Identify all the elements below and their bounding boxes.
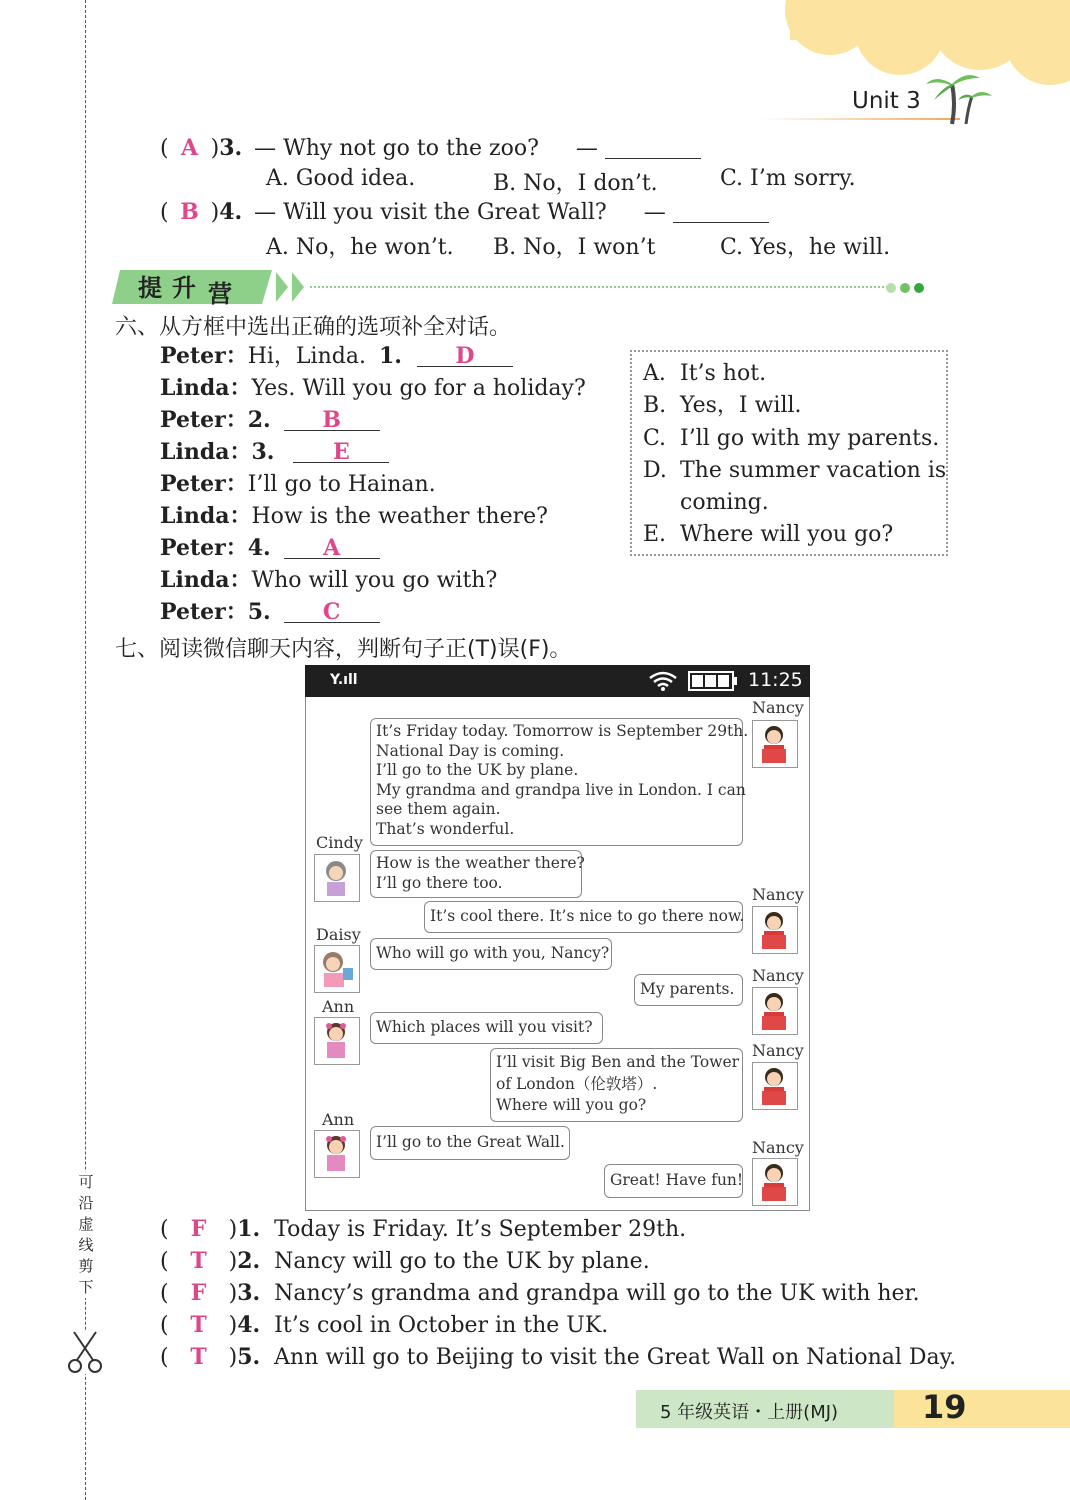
chat-bubble-nancy-4 <box>490 1048 743 1122</box>
sender-name-daisy: Daisy <box>316 925 361 944</box>
option-3c: C. I’m sorry. <box>720 166 856 191</box>
message-line: How is the weather there? <box>376 854 585 872</box>
chat-bubble-nancy-3 <box>634 974 743 1006</box>
box-option-b <box>643 390 802 422</box>
dialogue-line-4 <box>160 436 389 469</box>
message-line: That’s wonderful. <box>376 819 515 838</box>
dialogue-line-5 <box>160 468 436 501</box>
ann-avatar <box>314 1130 360 1178</box>
judgment-number: 2. <box>237 1248 261 1274</box>
answer-blank-5[interactable]: C <box>284 596 380 623</box>
chat-bubble-daisy <box>370 938 612 970</box>
chat-bubble-cindy <box>370 850 585 898</box>
section-6-title: 六、从方框中选出正确的选项补全对话。 <box>115 315 512 340</box>
reply-blank[interactable] <box>605 136 701 159</box>
judgment-number: 5. <box>237 1344 261 1370</box>
banner-dotted-line <box>310 286 888 288</box>
nancy-avatar <box>752 1062 798 1110</box>
reply-blank[interactable] <box>673 200 769 223</box>
banner-char: 升 <box>172 274 196 302</box>
reply-dash: — <box>643 200 666 225</box>
judgment-3: ( F )3. Nancy’s grandma and grandpa will go to the UK with her. <box>160 1280 920 1306</box>
dialogue-line-8 <box>160 564 497 597</box>
sender-name-nancy: Nancy <box>752 1041 804 1060</box>
judgment-text: Nancy will go to the UK by plane. <box>274 1249 650 1274</box>
judgment-answer: T <box>190 1248 207 1274</box>
box-option-d-cont <box>643 487 769 519</box>
speaker: Peter： <box>160 471 248 497</box>
blank-number: 3. <box>251 439 275 465</box>
answer-blank-2[interactable]: B <box>284 404 380 431</box>
judgment-text: Today is Friday. It’s September 29th. <box>274 1217 687 1242</box>
message-line: Great! Have fun! <box>610 1171 744 1189</box>
sender-name-cindy: Cindy <box>316 833 363 852</box>
chat-bubble-ann-2 <box>370 1126 570 1160</box>
judgment-answer: T <box>190 1344 207 1370</box>
speaker: Linda： <box>160 375 252 401</box>
option-3b: B. No，I don’t. <box>493 171 658 196</box>
page-number: 19 <box>922 1388 967 1426</box>
option-letter: D. <box>643 458 667 483</box>
option-letter: E. <box>643 522 667 547</box>
option-text: Where will you go? <box>680 522 894 547</box>
message-line: Where will you go? <box>496 1096 647 1114</box>
cut-char: 可 <box>78 1173 94 1191</box>
answer-4: B <box>180 199 199 225</box>
palm-tree-icon <box>922 68 994 126</box>
footer-page-band <box>894 1390 1070 1428</box>
box-option-a <box>643 358 766 390</box>
nancy-avatar <box>752 906 798 954</box>
reply-dash: — <box>575 136 598 161</box>
chat-bubble-nancy-5 <box>604 1164 743 1198</box>
judgment-answer: T <box>190 1312 207 1338</box>
judgment-answer: F <box>190 1280 207 1306</box>
option-4c: C. Yes，he will. <box>720 235 891 260</box>
banner-title <box>138 268 242 308</box>
paren-close: ) <box>210 200 220 225</box>
option-text: I’ll go with my parents. <box>680 426 940 451</box>
option-letter: B. <box>643 393 667 418</box>
message-line: It’s Friday today. Tomorrow is September 29th. <box>376 722 749 740</box>
daisy-avatar <box>314 945 360 993</box>
line-text: Hi，Linda. <box>247 344 366 369</box>
paren-close: ) <box>210 136 220 161</box>
dialogue-line-1 <box>160 340 513 373</box>
chat-bubble-nancy-2 <box>424 901 743 933</box>
paren-open: ( <box>160 200 169 225</box>
dialogue-line-7 <box>160 532 380 565</box>
dialogue-line-3 <box>160 404 380 437</box>
nancy-avatar <box>752 1158 798 1206</box>
cut-char: 虚 <box>78 1215 94 1233</box>
message-line: Who will go with you, Nancy? <box>376 944 610 962</box>
cloud-decoration <box>770 0 1070 100</box>
dialogue-line-6 <box>160 500 548 533</box>
option-text: It’s hot. <box>680 361 767 386</box>
judgment-4: ( T )4. It’s cool in October in the UK. <box>160 1312 609 1338</box>
sender-name-nancy: Nancy <box>752 698 804 717</box>
blank-number: 2. <box>247 407 271 433</box>
dialogue-line-9 <box>160 596 380 629</box>
speaker: Linda： <box>160 503 252 529</box>
question-3 <box>160 132 701 165</box>
blank-number: 4. <box>247 535 271 561</box>
option-text: coming. <box>680 490 769 515</box>
question-4 <box>160 196 769 229</box>
speaker: Linda： <box>160 439 252 465</box>
message-line: My parents. <box>640 980 735 998</box>
message-line: National Day is coming. <box>376 741 565 760</box>
cut-char: 沿 <box>78 1194 94 1212</box>
option-letter: A. <box>643 361 666 386</box>
scissors-icon <box>68 1330 102 1374</box>
judgment-5: ( T )5. Ann will go to Beijing to visit the Great Wall on National Day. <box>160 1344 957 1370</box>
judgment-number: 4. <box>237 1312 261 1338</box>
question-number: 4. <box>219 199 243 225</box>
question-number: 3. <box>219 135 243 161</box>
banner-char: 提 <box>138 274 162 302</box>
judgment-text: Nancy’s grandma and grandpa will go to the UK with her. <box>274 1281 920 1306</box>
speaker: Peter： <box>160 535 248 561</box>
message-line: I’ll go to the UK by plane. <box>376 761 579 779</box>
judgment-number: 3. <box>237 1280 261 1306</box>
line-text: Who will you go with? <box>251 568 498 593</box>
cut-instruction <box>76 1172 96 1298</box>
judgment-1: ( F )1. Today is Friday. It’s September 29th. <box>160 1216 687 1242</box>
message-line: My grandma and grandpa live in London. I can <box>376 780 746 799</box>
banner-char: 营 <box>208 280 232 308</box>
sender-name-ann: Ann <box>322 1110 355 1129</box>
sender-name-nancy: Nancy <box>752 1138 804 1157</box>
sender-name-ann: Ann <box>322 997 355 1016</box>
banner-dot <box>914 283 924 293</box>
judgment-answer: F <box>190 1216 207 1242</box>
unit-label: Unit 3 <box>852 88 921 114</box>
judgment-text: Ann will go to Beijing to visit the Great Wall on National Day. <box>274 1345 957 1370</box>
option-3a: A. Good idea. <box>266 166 416 191</box>
line-text: Yes. Will you go for a holiday? <box>251 376 586 401</box>
answer-blank-4[interactable]: A <box>284 532 380 559</box>
message-line: Which places will you visit? <box>376 1018 593 1036</box>
clock-time: 11:25 <box>748 669 803 691</box>
answer-blank-1[interactable]: D <box>417 340 513 367</box>
message-line: It’s cool there. It’s nice to go there now. <box>430 907 745 925</box>
answer-blank-3[interactable]: E <box>293 436 389 463</box>
message-line: I’ll go there too. <box>376 873 503 892</box>
message-line: I’ll go to the Great Wall. <box>376 1133 565 1151</box>
cut-char: 剪 <box>78 1257 94 1275</box>
option-4b: B. No，I won’t <box>493 235 656 260</box>
speaker: Linda： <box>160 567 252 593</box>
judgment-text: It’s cool in October in the UK. <box>274 1313 609 1338</box>
option-letter: C. <box>643 426 667 451</box>
line-text: How is the weather there? <box>251 504 548 529</box>
banner-dot <box>886 283 896 293</box>
section-7-title: 七、阅读微信聊天内容，判断句子正(T)误(F)。 <box>115 637 572 662</box>
banner-dot <box>900 283 910 293</box>
box-option-c <box>643 423 939 455</box>
chat-bubble-ann-1 <box>370 1012 603 1044</box>
speaker: Peter： <box>160 407 248 433</box>
signal-icon: Y.ıll <box>330 672 358 688</box>
message-line: of London（伦敦塔）. <box>496 1074 658 1093</box>
paren-open: ( <box>160 136 169 161</box>
message-line: see them again. <box>376 800 501 818</box>
judgment-number: 1. <box>237 1216 261 1242</box>
nancy-avatar <box>752 987 798 1035</box>
cut-char: 线 <box>78 1236 94 1254</box>
judgment-2: ( T )2. Nancy will go to the UK by plane. <box>160 1248 650 1274</box>
box-option-e <box>643 519 893 551</box>
cut-char: 下 <box>78 1278 94 1296</box>
blank-number: 1. <box>378 343 402 369</box>
answer-3: A <box>181 135 199 161</box>
dialogue-line-2 <box>160 372 586 405</box>
wifi-icon <box>648 670 678 692</box>
nancy-avatar <box>752 720 798 768</box>
speaker: Peter： <box>160 343 248 369</box>
question-text: — Will you visit the Great Wall? <box>254 200 607 225</box>
option-text: The summer vacation is <box>680 458 947 483</box>
cindy-avatar <box>314 854 360 902</box>
message-line: I’ll visit Big Ben and the Tower <box>496 1053 740 1071</box>
chat-bubble-nancy-1 <box>370 718 749 846</box>
speaker: Peter： <box>160 599 248 625</box>
option-text: Yes，I will. <box>680 393 802 418</box>
line-text: I’ll go to Hainan. <box>247 472 436 497</box>
box-option-d <box>643 455 946 487</box>
option-4a: A. No，he won’t. <box>266 235 454 260</box>
battery-icon <box>688 671 738 691</box>
ann-avatar <box>314 1017 360 1065</box>
question-text: — Why not go to the zoo? <box>254 136 539 161</box>
blank-number: 5. <box>247 599 271 625</box>
sender-name-nancy: Nancy <box>752 885 804 904</box>
sender-name-nancy: Nancy <box>752 966 804 985</box>
footer-book-title: 5 年级英语・上册(MJ) <box>660 1402 839 1423</box>
